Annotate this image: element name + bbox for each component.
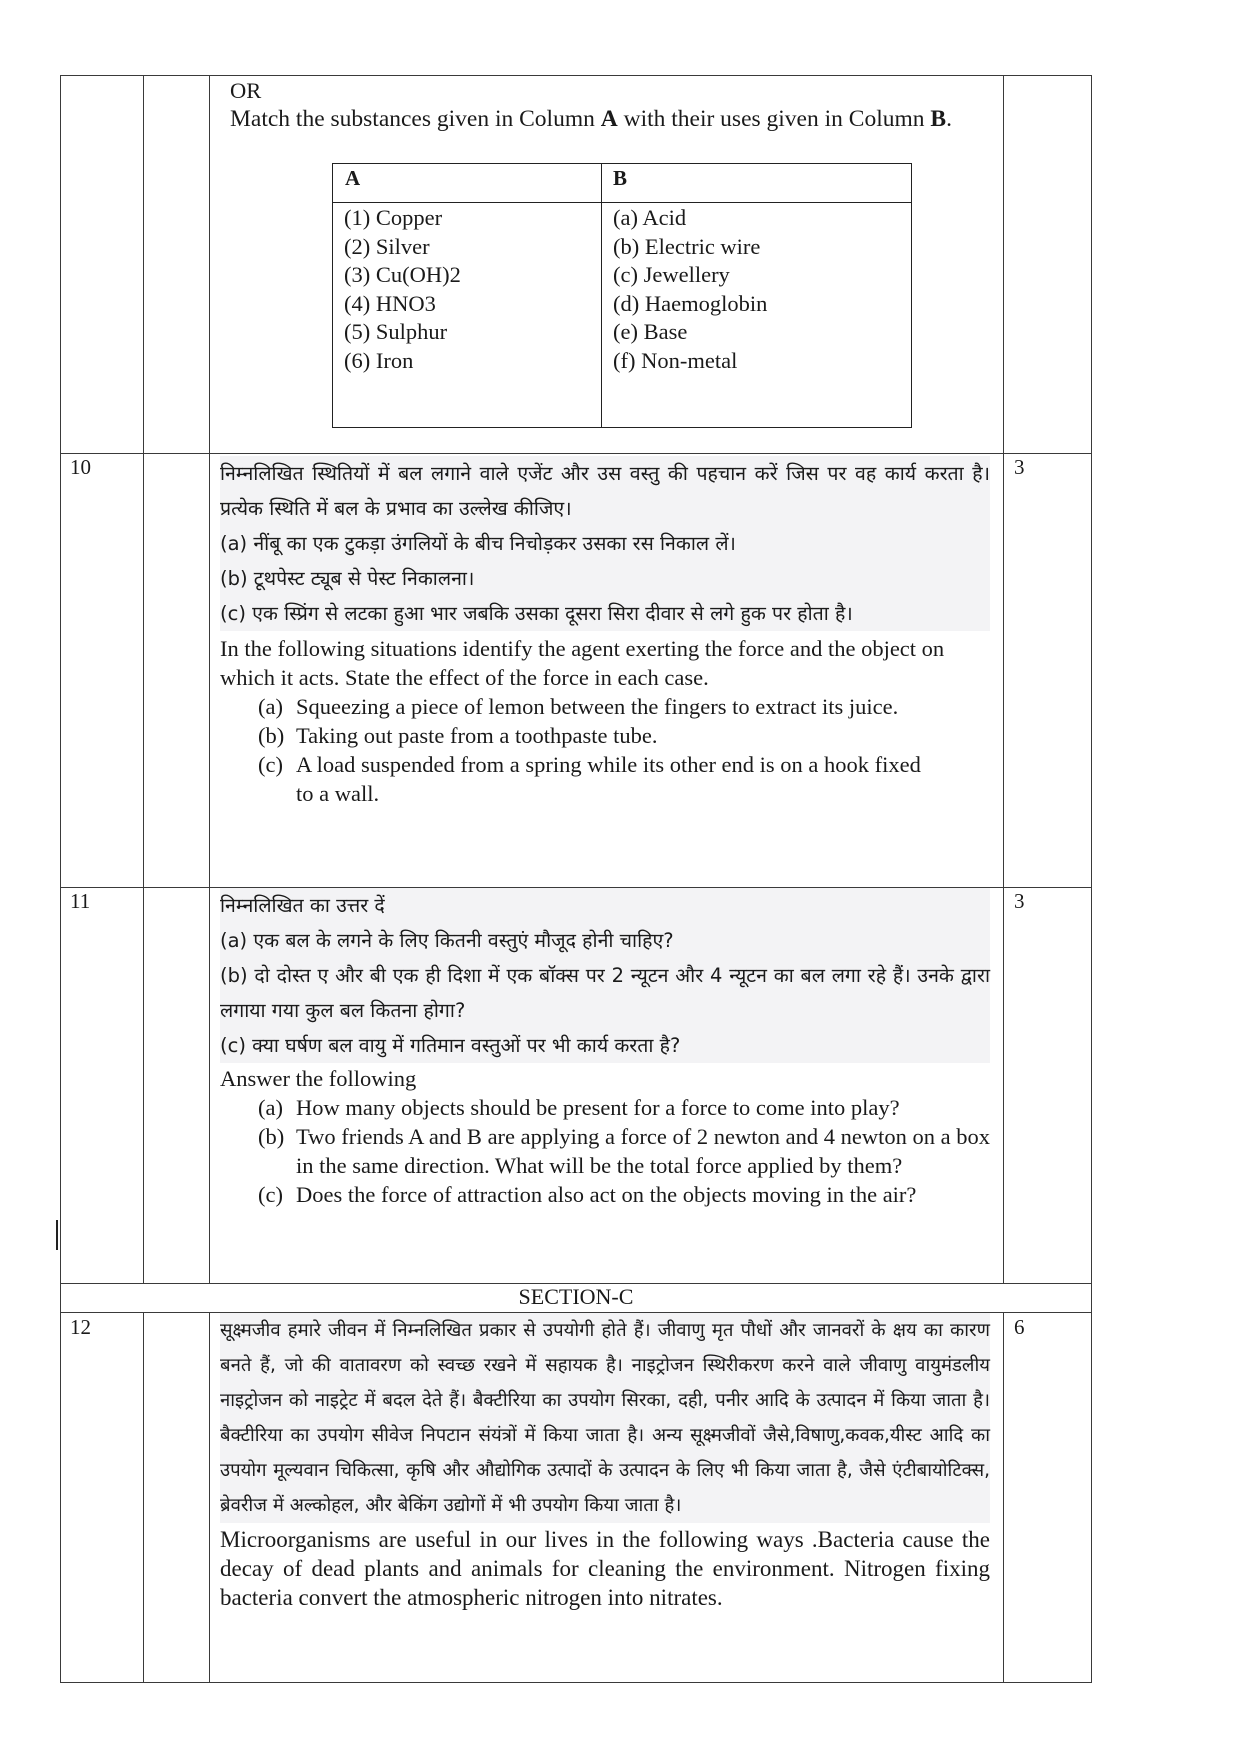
q11-hindi-c: (c) क्या घर्षण बल वायु में गतिमान वस्तुओं पर भी कार्य करता है? <box>220 1028 990 1063</box>
q11-marks: 3 <box>1014 889 1025 913</box>
q11-number: 11 <box>70 889 91 913</box>
col-b-item: (e) Base <box>613 319 688 344</box>
table-divider-subnumber-lower <box>143 1312 144 1683</box>
q12-hindi-text: सूक्ष्मजीव हमारे जीवन में निम्नलिखित प्रकार से उपयोगी होते हैं। जीवाणु मृत पौधों और जानवरों के क्षय का कारण बनते हैं, जो की वातावरण को स्वच्छ रखने में सहायक है। नाइट्रोजन स्थिरीकरण करने वाले जीवाणु वायुमंडलीय नाइट्रोजन को नाइट्रेट में बदल देते हैं। बैक्टीरिया का उपयोग सिरका, दही, पनीर आदि के उत्पादन में किया जाता है। बैक्टीरिया का उपयोग सीवेज निपटान संयंत्रों में किया जाता है। अन्य सूक्ष्मजीवों जैसे,विषाणु,कवक,यीस्ट आदि का उपयोग मूल्यवान चिकित्सा, कृषि और औद्योगिक उत्पादों के उत्पादन के लिए भी किया जाता है, जैसे एंटीबायोटिक्स, ब्रेवरीज में अल्कोहल, और बेकिंग उद्योगों में भी उपयोग किया जाता है। <box>220 1313 990 1523</box>
q12-number: 12 <box>70 1315 91 1339</box>
match-instruction <box>230 105 982 134</box>
instruction-part-1: Match the substances given in Column <box>230 106 601 132</box>
item-label: (a) <box>258 1095 283 1120</box>
q10-hindi-intro: निम्नलिखित स्थितियों में बल लगाने वाले एजेंट और उस वस्तु की पहचान करें जिस पर वह कार्य करता है। प्रत्येक स्थिति में बल के प्रभाव का उल्लेख कीजिए। <box>220 456 990 526</box>
col-a-item: (5) Sulphur <box>344 319 448 344</box>
list-item <box>258 750 990 808</box>
q10-marks: 3 <box>1014 455 1025 479</box>
table-divider-content-lower <box>209 1312 210 1683</box>
list-item <box>258 1093 990 1122</box>
col-b-item: (b) Electric wire <box>613 233 761 259</box>
item-label: (a) <box>258 694 283 719</box>
table-divider-marks <box>1003 75 1004 1283</box>
col-b-item: (f) Non-metal <box>613 347 738 373</box>
item-text: Taking out paste from a toothpaste tube. <box>296 723 658 748</box>
q10-english-intro: In the following situations identify the agent exerting the force and the object on which it acts. State the effect of the force in each case. <box>220 636 945 690</box>
instruction-col-a: A <box>600 106 618 132</box>
item-text: How many objects should be present for a force to come into play? <box>296 1095 900 1120</box>
q10-content <box>220 456 990 808</box>
table-border-left <box>60 75 61 1683</box>
match-head-a: A <box>345 166 361 190</box>
q10-hindi-c: (c) एक स्प्रिंग से लटका हुआ भार जबकि उसका दूसरा सिरा दीवार से लगे हुक पर होता है। <box>220 596 990 631</box>
list-item <box>258 721 990 750</box>
q12-content <box>220 1313 990 1612</box>
list-item <box>258 692 990 721</box>
item-label: (b) <box>258 1124 285 1149</box>
section-c-title: SECTION-C <box>518 1284 634 1309</box>
col-b-item: (c) Jewellery <box>613 262 730 287</box>
item-label: (b) <box>258 723 285 748</box>
col-a-item: (6) Iron <box>344 347 414 373</box>
q9-or-block <box>230 76 982 134</box>
match-col-a <box>344 204 461 375</box>
instruction-part-2: with their uses given in Column <box>617 106 931 132</box>
col-b-item: (a) Acid <box>613 205 687 230</box>
q10-hindi-a: (a) नींबू का एक टुकड़ा उंगलियों के बीच निचोड़कर उसका रस निकाल लें। <box>220 526 990 561</box>
row-divider-q10 <box>60 453 1092 454</box>
table-divider-marks-lower <box>1003 1312 1004 1683</box>
item-label: (c) <box>258 1182 283 1207</box>
item-text: A load suspended from a spring while its other end is on a hook fixed to a wall. <box>296 752 921 806</box>
match-table-column-divider <box>601 164 602 427</box>
item-text: Squeezing a piece of lemon between the fingers to extract its juice. <box>296 694 899 719</box>
match-head-b: B <box>613 166 628 190</box>
instruction-col-b: B <box>930 106 947 132</box>
q10-number: 10 <box>70 455 91 479</box>
instruction-end: . <box>946 106 952 132</box>
col-b-item: (d) Haemoglobin <box>613 290 768 316</box>
list-item <box>258 1122 990 1180</box>
q10-hindi-b: (b) टूथपेस्ट ट्यूब से पेस्ट निकालना। <box>220 561 990 596</box>
list-item <box>258 1180 990 1209</box>
q12-english-text: Microorganisms are useful in our lives in the following ways .Bacteria cause the decay of dead plants and animals for cleaning the environment. Nitrogen fixing bacteria convert the atmospheric nitrogen into nitrates. <box>220 1527 990 1610</box>
q11-english-intro: Answer the following <box>220 1066 417 1091</box>
q11-hindi-intro: निम्नलिखित का उत्तर दें <box>220 888 990 923</box>
question-table <box>60 75 1092 1683</box>
table-divider-content <box>209 75 210 1283</box>
match-col-b <box>613 204 767 375</box>
q12-marks: 6 <box>1014 1315 1025 1339</box>
margin-mark <box>56 1220 58 1250</box>
q11-english-list <box>258 1093 990 1209</box>
q11-hindi-a: (a) एक बल के लगने के लिए कितनी वस्तुएं मौजूद होनी चाहिए? <box>220 923 990 958</box>
table-divider-subnumber <box>143 75 144 1283</box>
item-label: (c) <box>258 752 283 777</box>
q10-english-list <box>258 692 990 808</box>
table-border-right <box>1091 75 1092 1683</box>
item-text: Does the force of attraction also act on the objects moving in the air? <box>296 1182 917 1207</box>
col-a-item: (1) Copper <box>344 205 443 230</box>
col-a-item: (3) Cu(OH)2 <box>344 262 461 287</box>
q11-content <box>220 888 990 1209</box>
or-label: OR <box>230 78 262 103</box>
match-table <box>332 163 912 428</box>
table-border-bottom <box>60 1682 1092 1683</box>
col-a-item: (4) HNO3 <box>344 290 436 316</box>
col-a-item: (2) Silver <box>344 233 430 259</box>
item-text: Two friends A and B are applying a force of 2 newton and 4 newton on a box in the same direction. What will be the total force applied by them? <box>296 1124 990 1178</box>
q11-hindi-b: (b) दो दोस्त ए और बी एक ही दिशा में एक बॉक्स पर 2 न्यूटन और 4 न्यूटन का बल लगा रहे हैं। उनके द्वारा लगाया गया कुल बल कितना होगा? <box>220 958 990 1028</box>
